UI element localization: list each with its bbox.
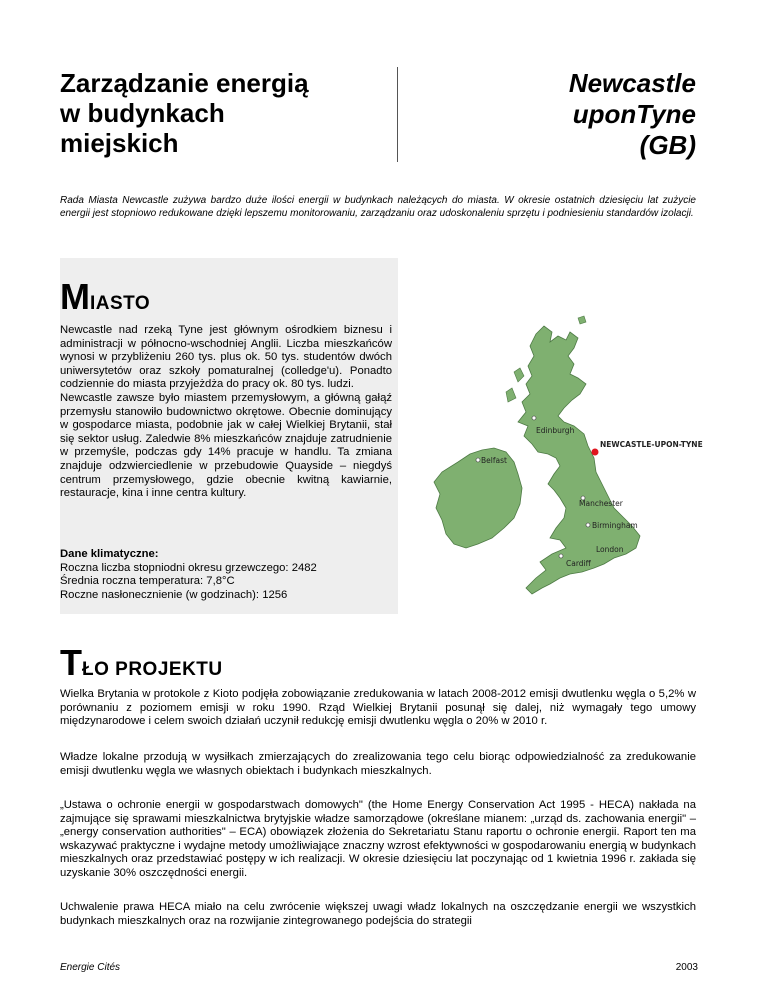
- uk-map: [418, 312, 708, 612]
- intro-paragraph: Rada Miasta Newcastle zużywa bardzo duże ilości energii w budynkach należących do miasta. W okresie ostatnich dziesięciu lat zużycie energii jest stopniowo redukowane dzięki lepszemu monitorowaniu, zarządzaniu oraz udoskonaleniu sprzętu i podniesieniu standardów izolacji.: [60, 195, 696, 219]
- title-line-1: Zarządzanie energią: [60, 68, 309, 98]
- title-line-2: w budynkach: [60, 98, 225, 128]
- map-label-london: London: [596, 545, 624, 554]
- map-label-edinburgh: Edinburgh: [536, 426, 575, 435]
- footer-year: 2003: [675, 962, 698, 973]
- climate-heading: Dane klimatyczne:: [60, 548, 159, 560]
- title-divider: [397, 67, 398, 162]
- city-description: [60, 324, 392, 501]
- cardiff-marker: [559, 554, 563, 558]
- climate-item: Średnia roczna temperatura: 7,8°C: [60, 575, 235, 588]
- project-paragraph-1: Wielka Brytania w protokole z Kioto podjęła zobowiązanie zredukowania w latach 2008-2012 emisji dwutlenku węgla o 5,2% w porównaniu z poziomem emisji w roku 1990. Rząd Wielkiej Brytanii posunął się dalej, niż wymagały tego umowy międzynarodowe i celem swoich działań uczynił redukcję emisji dwutlenku węgla o 20% w 2010 r.: [60, 688, 696, 728]
- city-line-1: Newcastle: [568, 68, 696, 98]
- city-line-3: (GB): [639, 130, 696, 160]
- section-title-initial: M: [60, 276, 90, 317]
- project-paragraph-3: „Ustawa o ochronie energii w gospodarstwach domowych" (the Home Energy Conservation Act 1995 - HECA) nakłada na zajmujące się sprawami mieszkalnictwa brytyjskie władze samorządowe (określane mianem: „urząd ds. zachowania energii" – „energy conservation authorities" – ECA) obowiązek złożenia do Sekretariatu Stanu raportu o ochronie energii. Raport ten ma wskazywać praktyczne i wydajne metody umożliwiające znaczny wzrost efektywności w gospodarowaniu energią w budynkach mieszkalnych oraz przedstawiać postępy w ich realizacji. W okresie dziesięciu lat poczynając od 1 kwietnia 1996 r. zakłada się uzyskanie 30% oszczędności energii.: [60, 799, 696, 879]
- footer-publisher: Energie Cités: [60, 962, 121, 973]
- birmingham-marker: [586, 523, 590, 527]
- climate-item: Roczne nasłonecznienie (w godzinach): 1256: [60, 588, 288, 601]
- map-label-manchester: Manchester: [579, 499, 623, 508]
- map-label-newcastle: NEWCASTLE-UPON-TYNE: [600, 440, 703, 449]
- island-shape: [506, 388, 516, 402]
- climate-data: [60, 548, 392, 602]
- project-paragraph-4: Uchwalenie prawa HECA miało na celu zwrócenie większej uwagi władz lokalnych na oszczędzanie energii we wszystkich budynkach mieszkalnych oraz na rozwijanie zintegrowanego podejścia do strategii: [60, 901, 696, 927]
- map-label-belfast: Belfast: [481, 456, 507, 465]
- section-title-rest: IASTO: [90, 293, 151, 314]
- title-line-3: miejskich: [60, 128, 179, 158]
- climate-item: Roczna liczba stopniodni okresu grzewczego: 2482: [60, 561, 317, 574]
- city-line-2: uponTyne: [572, 99, 696, 129]
- page-title: [60, 68, 390, 158]
- city-paragraph-2: Newcastle zawsze było miastem przemysłowym, a główną gałąź przemysłu stanowiło budownictwo okrętowe. Obecnie dominujący w gospodarce miasta, podobnie jak w całej Wielkiej Brytanii, stał się sektor usług. Zaledwie 8% mieszkańców znajduje zatrudnienie w przemyśle, podczas gdy 14% pracuje w handlu. Ta zmiana znajduje odzwierciedlenie w przebudowie Quayside – niegdyś centrum przemysłowego, gdzie obecnie kwitną kawiarnie, restauracje, kina i inne centra kultury.: [60, 391, 392, 500]
- section-title-rest: ŁO PROJEKTU: [82, 659, 223, 680]
- project-paragraph-2: Władze lokalne przodują w wysiłkach zmierzających do zrealizowania tego celu biorąc odpowiedzialność za zredukowanie emisji dwutlenku węgla we własnych obiektach i budynkach mieszkalnych.: [60, 751, 696, 777]
- belfast-marker: [476, 458, 480, 462]
- island-shape: [514, 368, 524, 382]
- map-label-birmingham: Birmingham: [592, 521, 638, 530]
- island-shape: [578, 316, 586, 324]
- edinburgh-marker: [532, 416, 536, 420]
- newcastle-marker: [592, 449, 599, 456]
- city-title: [436, 68, 696, 161]
- section-title-initial: T: [60, 642, 82, 683]
- map-label-cardiff: Cardiff: [566, 559, 591, 568]
- section-title-miasto: [60, 276, 150, 318]
- city-paragraph-1: Newcastle nad rzeką Tyne jest głównym ośrodkiem biznesu i administracji w północno-wschodniej Anglii. Liczba mieszkańców wynosi w przybliżeniu 260 tys. plus ok. 50 tys. studentów dwóch uniwersytetów oraz szkoły pomaturalnej (colledge'u). Ponadto codziennie do miasta przyjeżdża do pracy ok. 80 tys. ludzi.: [60, 324, 392, 391]
- section-title-tlo: [60, 642, 223, 684]
- ireland-landmass: [434, 448, 522, 548]
